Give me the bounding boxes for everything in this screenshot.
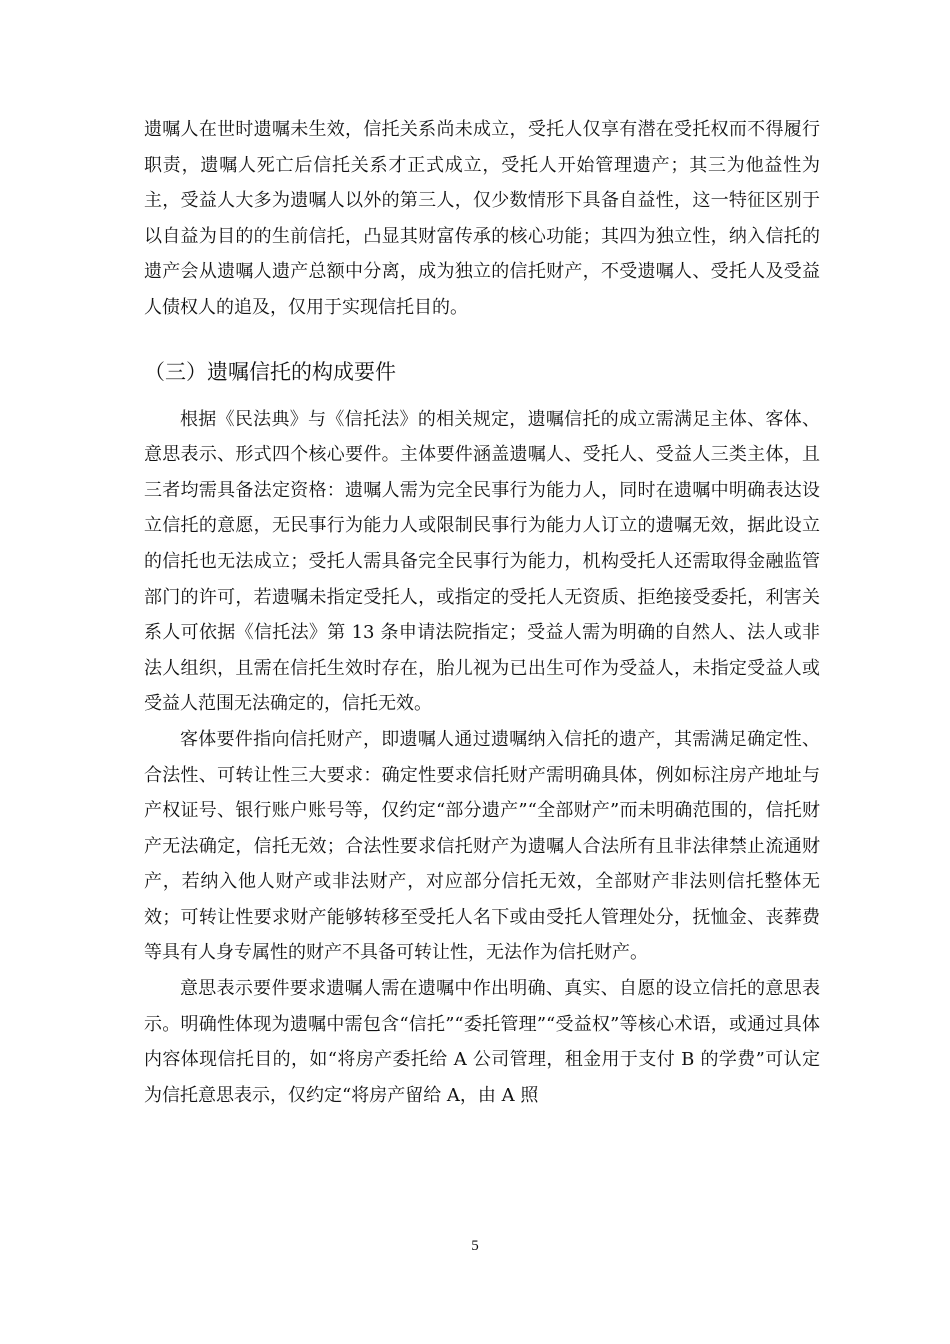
- paragraph-intent-requirement: 意思表示要件要求遗嘱人需在遗嘱中作出明确、真实、自愿的设立信托的意思表示。明确性体现为遗嘱中需包含“信托”“委托管理”“受益权”等核心术语，或通过具体内容体现信托目的，如“将房产委托给 A 公司管理，租金用于支付 B 的学费”可认定为信托意思表示，仅约定“将房产留给 A，由 A 照: [144, 978, 820, 1106]
- document-body: [144, 112, 820, 1113]
- paragraph-continuation: 遗嘱人在世时遗嘱未生效，信托关系尚未成立，受托人仅享有潜在受托权而不得履行职责，遗嘱人死亡后信托关系才正式成立，受托人开始管理遗产；其三为他益性为主，受益人大多为遗嘱人以外的第三人，仅少数情形下具备自益性，这一特征区别于以自益为目的的生前信托，凸显其财富传承的核心功能；其四为独立性，纳入信托的遗产会从遗嘱人遗产总额中分离，成为独立的信托财产，不受遗嘱人、受托人及受益人债权人的追及，仅用于实现信托目的。: [144, 119, 820, 318]
- page-number: 5: [471, 1238, 479, 1254]
- paragraph-object-requirement: 客体要件指向信托财产，即遗嘱人通过遗嘱纳入信托的遗产，其需满足确定性、合法性、可转让性三大要求：确定性要求信托财产需明确具体，例如标注房产地址与产权证号、银行账户账号等，仅约定“部分遗产”“全部财产”而未明确范围的，信托财产无法确定，信托无效；合法性要求信托财产为遗嘱人合法所有且非法律禁止流通财产，若纳入他人财产或非法财产，对应部分信托无效，全部财产非法则信托整体无效；可转让性要求财产能够转移至受托人名下或由受托人管理处分，抚恤金、丧葬费等具有人身专属性的财产不具备可转让性，无法作为信托财产。: [144, 728, 820, 964]
- paragraph-subject-requirement: 根据《民法典》与《信托法》的相关规定，遗嘱信托的成立需满足主体、客体、意思表示、形式四个核心要件。主体要件涵盖遗嘱人、受托人、受益人三类主体，且三者均需具备法定资格：遗嘱人需为完全民事行为能力人，同时在遗嘱中明确表达设立信托的意愿，无民事行为能力人或限制民事行为能力人订立的遗嘱无效，据此设立的信托也无法成立；受托人需具备完全民事行为能力，机构受托人还需取得金融监管部门的许可，若遗嘱未指定受托人，或指定的受托人无资质、拒绝接受委托，利害关系人可依据《信托法》第 13 条申请法院指定；受益人需为明确的自然人、法人或非法人组织，且需在信托生效时存在，胎儿视为已出生可作为受益人，未指定受益人或受益人范围无法确定的，信托无效。: [144, 408, 820, 715]
- section-heading: （三）遗嘱信托的构成要件: [144, 359, 396, 384]
